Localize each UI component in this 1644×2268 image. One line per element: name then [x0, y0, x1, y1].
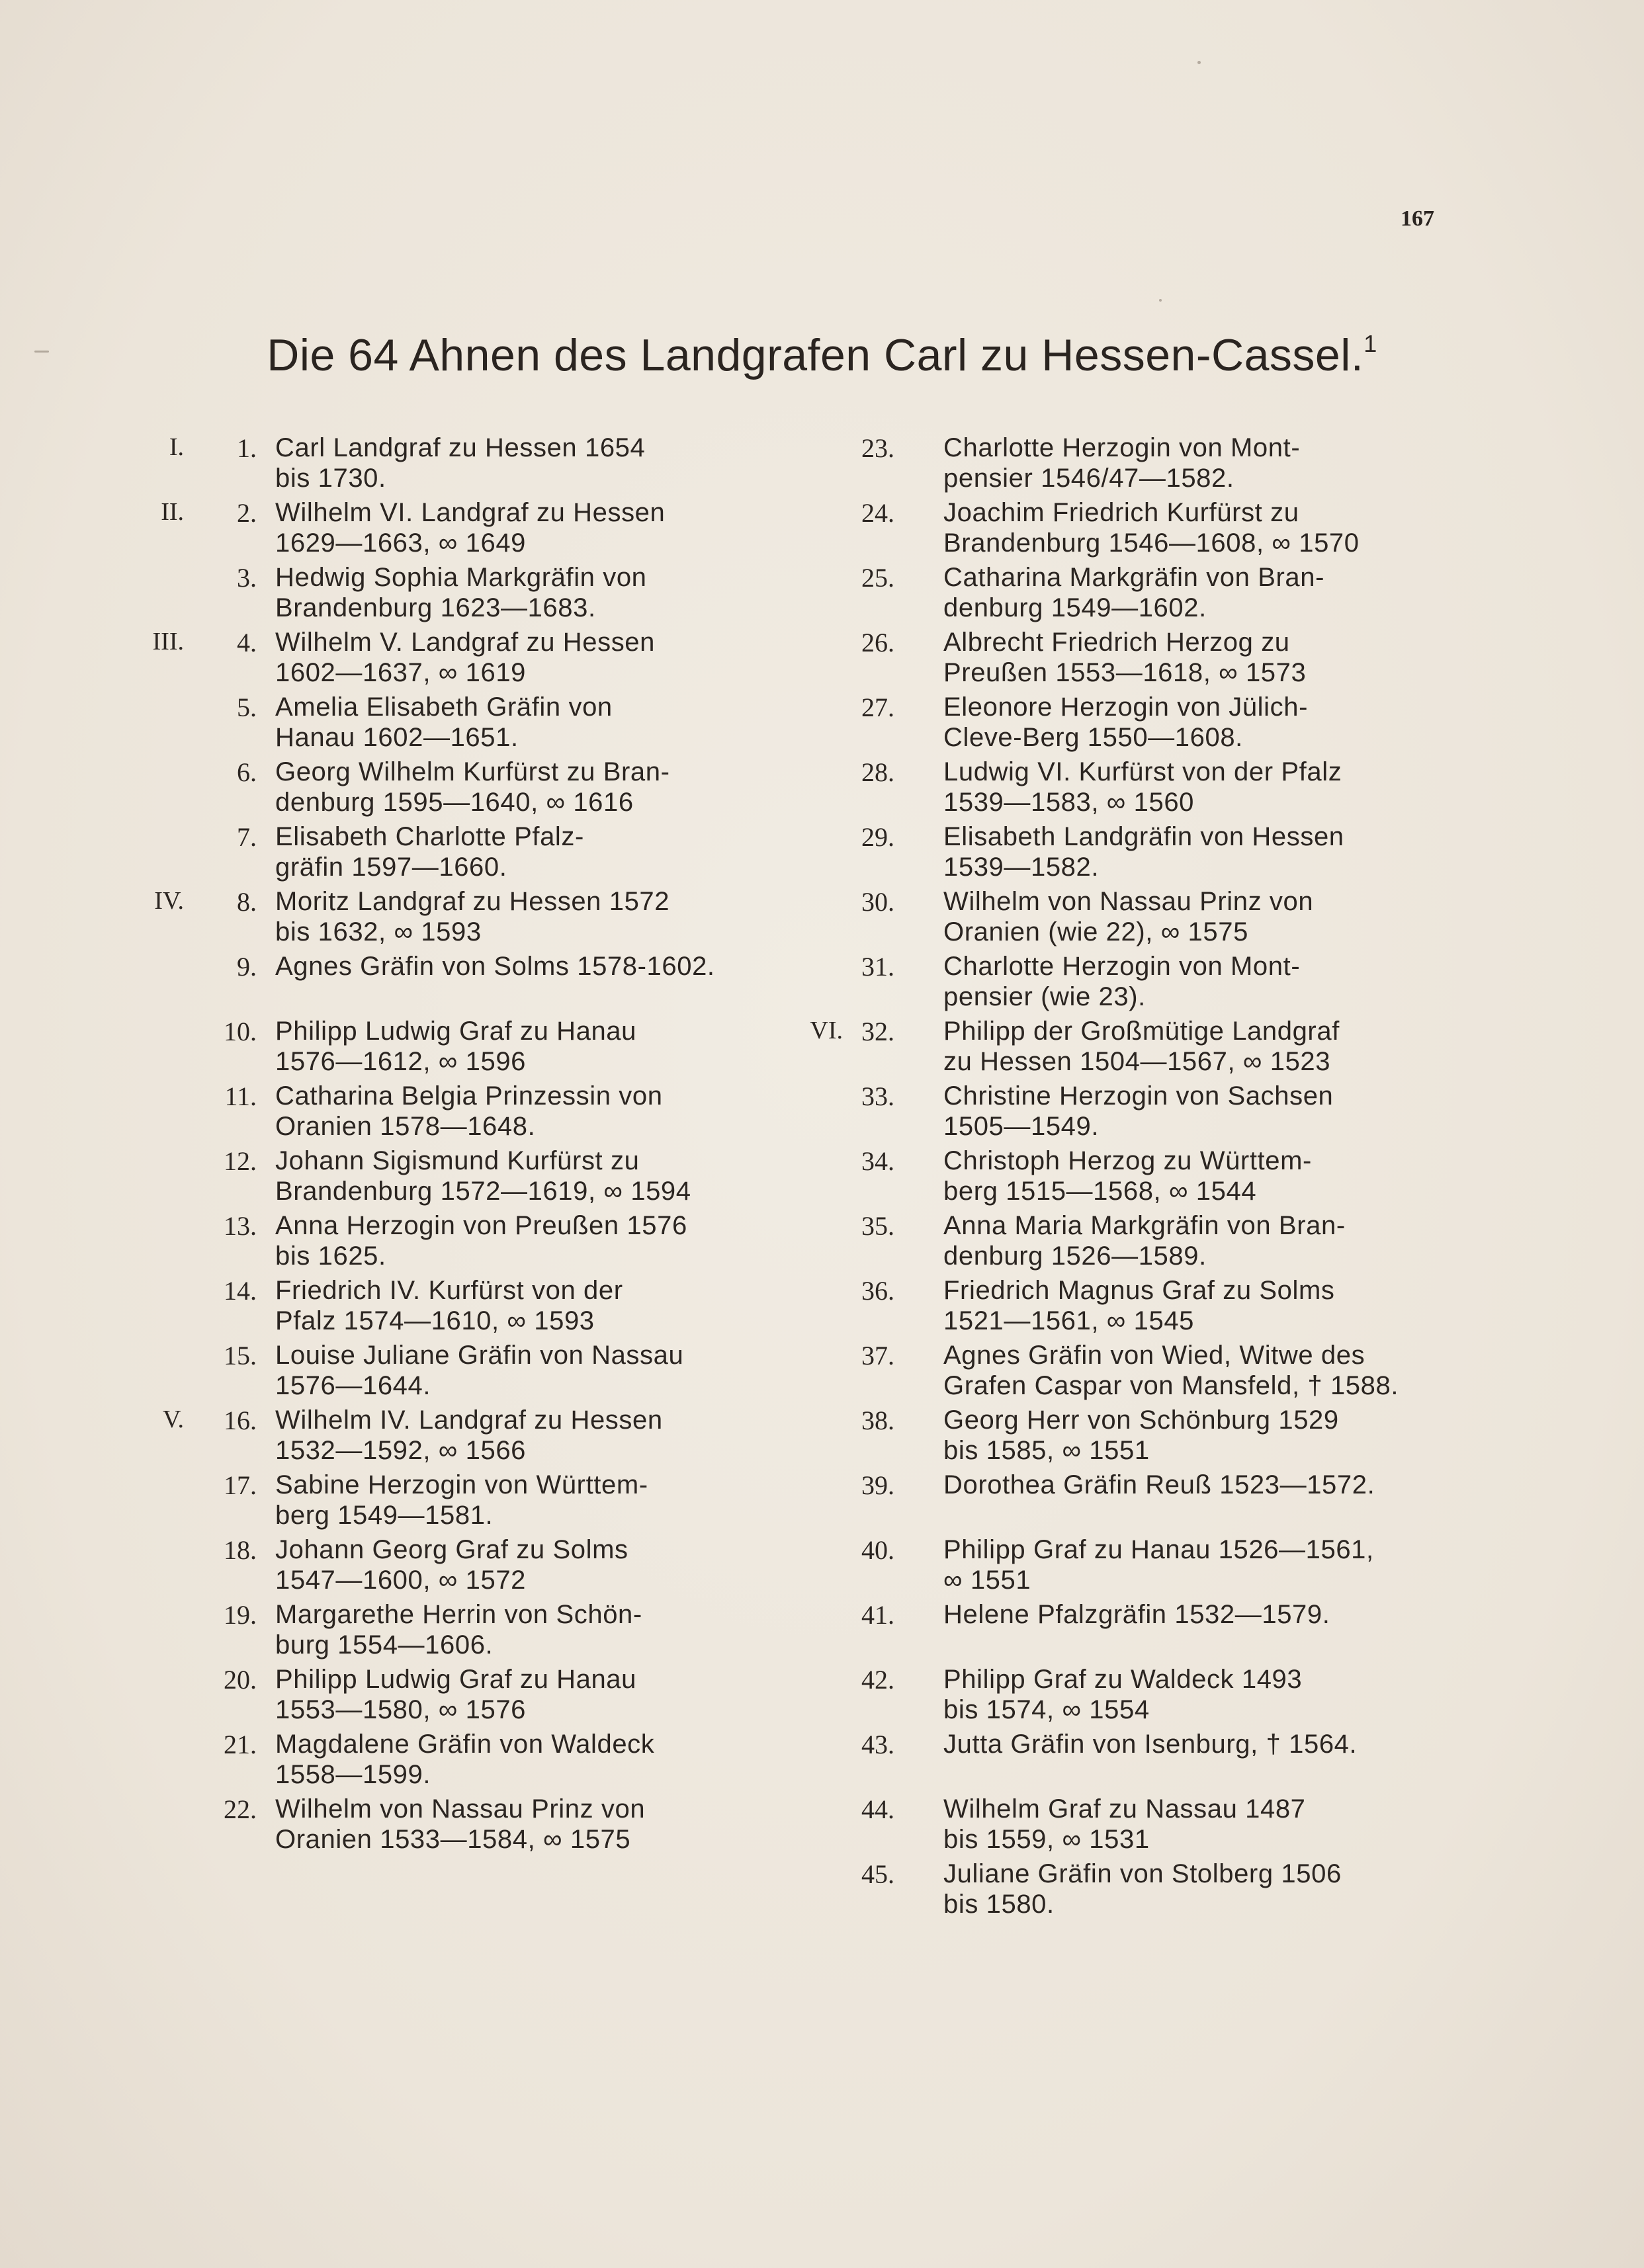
entry-number: 42.: [861, 1665, 894, 1695]
entry-text: Ludwig VI. Kurfürst von der Pfalz 1539—1583, ∞ 1560: [943, 757, 1342, 817]
ancestor-entry: [826, 819, 1448, 884]
ancestor-entry: [146, 1467, 767, 1532]
entry-number: 23.: [861, 433, 894, 463]
entry-text: Amelia Elisabeth Gräfin von Hanau 1602—1651.: [275, 693, 613, 752]
entry-text: Joachim Friedrich Kurfürst zu Brandenburg 1546—1608, ∞ 1570: [943, 498, 1360, 558]
entry-text: Moritz Landgraf zu Hessen 1572 bis 1632, ∞ 1593: [275, 887, 670, 946]
ancestor-entry: [146, 495, 767, 560]
generation-numeral: III.: [152, 628, 184, 655]
entry-text: Friedrich IV. Kurfürst von der Pfalz 1574—1610, ∞ 1593: [275, 1276, 623, 1335]
entry-text: Philipp der Großmütige Landgraf zu Hessen 1504—1567, ∞ 1523: [943, 1017, 1340, 1076]
entry-number: 38.: [861, 1406, 894, 1435]
entry-number: 7.: [237, 822, 257, 852]
entry-number: 34.: [861, 1146, 894, 1176]
entry-text: Charlotte Herzogin von Mont- pensier (wie 23).: [943, 952, 1301, 1011]
entry-number: 5.: [237, 693, 257, 722]
entry-number: 3.: [237, 563, 257, 593]
entry-text: Wilhelm von Nassau Prinz von Oranien (wie 22), ∞ 1575: [943, 887, 1314, 946]
ancestor-entry: [146, 1337, 767, 1402]
ancestor-entry: [146, 1208, 767, 1273]
ancestor-entry: [146, 884, 767, 948]
entry-number: 20.: [224, 1665, 257, 1695]
ancestor-entry: [826, 1143, 1448, 1208]
entry-text: Elisabeth Landgräfin von Hessen 1539—1582.: [943, 822, 1344, 882]
generation-numeral: IV.: [154, 887, 184, 915]
ancestor-entry: [826, 948, 1448, 1013]
entry-text: Philipp Ludwig Graf zu Hanau 1553—1580, ∞ 1576: [275, 1665, 636, 1724]
entry-number: 9.: [237, 952, 257, 982]
entry-number: 26.: [861, 628, 894, 657]
entry-number: 43.: [861, 1730, 894, 1759]
ancestor-entry: [826, 754, 1448, 819]
entry-number: 45.: [861, 1859, 894, 1889]
entry-text: Georg Wilhelm Kurfürst zu Bran- denburg 1595—1640, ∞ 1616: [275, 757, 670, 817]
entry-text: Jutta Gräfin von Isenburg, † 1564.: [943, 1730, 1358, 1759]
ancestor-entry: [146, 1791, 767, 1856]
entry-text: Philipp Graf zu Waldeck 1493 bis 1574, ∞ 1554: [943, 1665, 1303, 1724]
entry-number: 16.: [224, 1406, 257, 1435]
ancestor-entry: [826, 1597, 1448, 1661]
ancestor-entry: [826, 1532, 1448, 1597]
ancestor-entry: [146, 754, 767, 819]
generation-numeral: II.: [161, 498, 184, 526]
entry-number: 13.: [224, 1211, 257, 1241]
entry-number: 1.: [237, 433, 257, 463]
ancestor-entry: [826, 1467, 1448, 1532]
generation-numeral: V.: [162, 1406, 184, 1433]
ancestor-entry: [826, 560, 1448, 624]
ancestor-entry: [826, 1726, 1448, 1791]
entry-text: Wilhelm von Nassau Prinz von Oranien 1533—1584, ∞ 1575: [275, 1794, 646, 1854]
entry-text: Philipp Ludwig Graf zu Hanau 1576—1612, ∞ 1596: [275, 1017, 636, 1076]
ancestor-entry: [146, 1402, 767, 1467]
title-text: Die 64 Ahnen des Landgrafen Carl zu Hessen-Cassel.: [267, 330, 1364, 380]
entry-number: 19.: [224, 1600, 257, 1630]
entry-number: 10.: [224, 1017, 257, 1046]
entry-text: Eleonore Herzogin von Jülich- Cleve-Berg 1550—1608.: [943, 693, 1309, 752]
page-number: 167: [1401, 206, 1434, 231]
ancestor-entry: [826, 430, 1448, 495]
entry-number: 29.: [861, 822, 894, 852]
ancestor-entry: [146, 560, 767, 624]
entry-text: Georg Herr von Schönburg 1529 bis 1585, ∞ 1551: [943, 1406, 1339, 1465]
generation-numeral: VI.: [810, 1017, 843, 1044]
entry-text: Christine Herzogin von Sachsen 1505—1549.: [943, 1081, 1334, 1141]
entry-text: Magdalene Gräfin von Waldeck 1558—1599.: [275, 1730, 655, 1789]
entry-text: Elisabeth Charlotte Pfalz- gräfin 1597—1660.: [275, 822, 584, 882]
ancestor-entry: [826, 1402, 1448, 1467]
ancestor-entry: [810, 1013, 1448, 1078]
entry-number: 37.: [861, 1341, 894, 1370]
ancestor-entry: [146, 1013, 767, 1078]
entry-text: Wilhelm IV. Landgraf zu Hessen 1532—1592, ∞ 1566: [275, 1406, 663, 1465]
entry-text: Wilhelm VI. Landgraf zu Hessen 1629—1663, ∞ 1649: [275, 498, 666, 558]
entry-text: Juliane Gräfin von Stolberg 1506 bis 1580.: [943, 1859, 1342, 1919]
entry-number: 15.: [224, 1341, 257, 1370]
entry-text: Catharina Belgia Prinzessin von Oranien 1578—1648.: [275, 1081, 663, 1141]
entry-text: Sabine Herzogin von Württem- berg 1549—1581.: [275, 1470, 648, 1530]
entry-text: Wilhelm Graf zu Nassau 1487 bis 1559, ∞ 1531: [943, 1794, 1306, 1854]
entry-text: Johann Sigismund Kurfürst zu Brandenburg 1572—1619, ∞ 1594: [275, 1146, 691, 1206]
ancestor-entry: [826, 1337, 1448, 1402]
entry-number: 35.: [861, 1211, 894, 1241]
ancestor-entry: [146, 1726, 767, 1791]
paper-speck: [1197, 61, 1201, 64]
ancestor-entry: [146, 624, 767, 689]
right-column: [810, 430, 1448, 1921]
ancestor-entry: [146, 1597, 767, 1661]
ancestor-entry: [146, 1532, 767, 1597]
entry-text: Hedwig Sophia Markgräfin von Brandenburg 1623—1683.: [275, 563, 647, 622]
entry-number: 4.: [237, 628, 257, 657]
entry-number: 21.: [224, 1730, 257, 1759]
entry-text: Wilhelm V. Landgraf zu Hessen 1602—1637, ∞ 1619: [275, 628, 655, 687]
entry-number: 24.: [861, 498, 894, 528]
ancestor-entry: [146, 689, 767, 754]
ancestor-entry: [826, 1661, 1448, 1726]
entry-number: 6.: [237, 757, 257, 787]
entry-number: 31.: [861, 952, 894, 982]
ancestor-entry: [146, 948, 767, 1013]
entry-number: 30.: [861, 887, 894, 917]
left-column: [146, 430, 767, 1856]
ancestor-entry: [826, 1208, 1448, 1273]
entry-number: 39.: [861, 1470, 894, 1500]
generation-numeral: I.: [169, 433, 184, 461]
entry-number: 36.: [861, 1276, 894, 1306]
ancestor-entry: [826, 689, 1448, 754]
right-entry-list: [810, 430, 1448, 1921]
entry-text: Carl Landgraf zu Hessen 1654 bis 1730.: [275, 433, 646, 493]
ancestor-entry: [826, 884, 1448, 948]
ancestor-entry: [826, 624, 1448, 689]
entry-text: Anna Herzogin von Preußen 1576 bis 1625.: [275, 1211, 687, 1271]
entry-number: 44.: [861, 1794, 894, 1824]
entry-number: 32.: [861, 1017, 894, 1046]
entry-text: Philipp Graf zu Hanau 1526—1561, ∞ 1551: [943, 1535, 1374, 1595]
paper-speck: [1159, 299, 1162, 302]
ancestor-entry: [146, 1143, 767, 1208]
entry-text: Helene Pfalzgräfin 1532—1579.: [943, 1600, 1330, 1629]
entry-number: 2.: [237, 498, 257, 528]
ancestor-entry: [826, 1078, 1448, 1143]
ancestor-entry: [146, 1273, 767, 1337]
entry-number: 8.: [237, 887, 257, 917]
entry-text: Christoph Herzog zu Württem- berg 1515—1568, ∞ 1544: [943, 1146, 1312, 1206]
ancestor-entry: [146, 819, 767, 884]
entry-number: 12.: [224, 1146, 257, 1176]
entry-number: 17.: [224, 1470, 257, 1500]
entry-number: 22.: [224, 1794, 257, 1824]
ancestor-entry: [826, 495, 1448, 560]
entry-number: 40.: [861, 1535, 894, 1565]
ancestor-entry: [146, 430, 767, 495]
entry-text: Agnes Gräfin von Solms 1578-1602.: [275, 952, 715, 981]
ancestor-entry: [826, 1856, 1448, 1921]
entry-text: Agnes Gräfin von Wied, Witwe des Grafen Caspar von Mansfeld, † 1588.: [943, 1341, 1399, 1400]
entry-text: Dorothea Gräfin Reuß 1523—1572.: [943, 1470, 1375, 1499]
entry-text: Louise Juliane Gräfin von Nassau 1576—1644.: [275, 1341, 684, 1400]
entry-number: 14.: [224, 1276, 257, 1306]
entry-number: 18.: [224, 1535, 257, 1565]
entry-text: Charlotte Herzogin von Mont- pensier 1546/47—1582.: [943, 433, 1301, 493]
entry-text: Anna Maria Markgräfin von Bran- denburg 1526—1589.: [943, 1211, 1346, 1271]
entry-text: Albrecht Friedrich Herzog zu Preußen 1553—1618, ∞ 1573: [943, 628, 1307, 687]
left-entry-list: [146, 430, 767, 1856]
entry-number: 27.: [861, 693, 894, 722]
ancestor-entry: [826, 1273, 1448, 1337]
entry-text: Johann Georg Graf zu Solms 1547—1600, ∞ 1572: [275, 1535, 628, 1595]
entry-number: 41.: [861, 1600, 894, 1630]
entry-text: Friedrich Magnus Graf zu Solms 1521—1561, ∞ 1545: [943, 1276, 1335, 1335]
entry-number: 33.: [861, 1081, 894, 1111]
entry-number: 11.: [224, 1081, 257, 1111]
ancestor-entry: [146, 1661, 767, 1726]
ancestor-entry: [146, 1078, 767, 1143]
entry-text: Catharina Markgräfin von Bran- denburg 1549—1602.: [943, 563, 1325, 622]
entry-number: 28.: [861, 757, 894, 787]
page-title: [0, 329, 1644, 381]
entry-number: 25.: [861, 563, 894, 593]
title-footnote-marker: 1: [1363, 330, 1377, 357]
ancestor-entry: [826, 1791, 1448, 1856]
entry-text: Margarethe Herrin von Schön- burg 1554—1606.: [275, 1600, 642, 1659]
